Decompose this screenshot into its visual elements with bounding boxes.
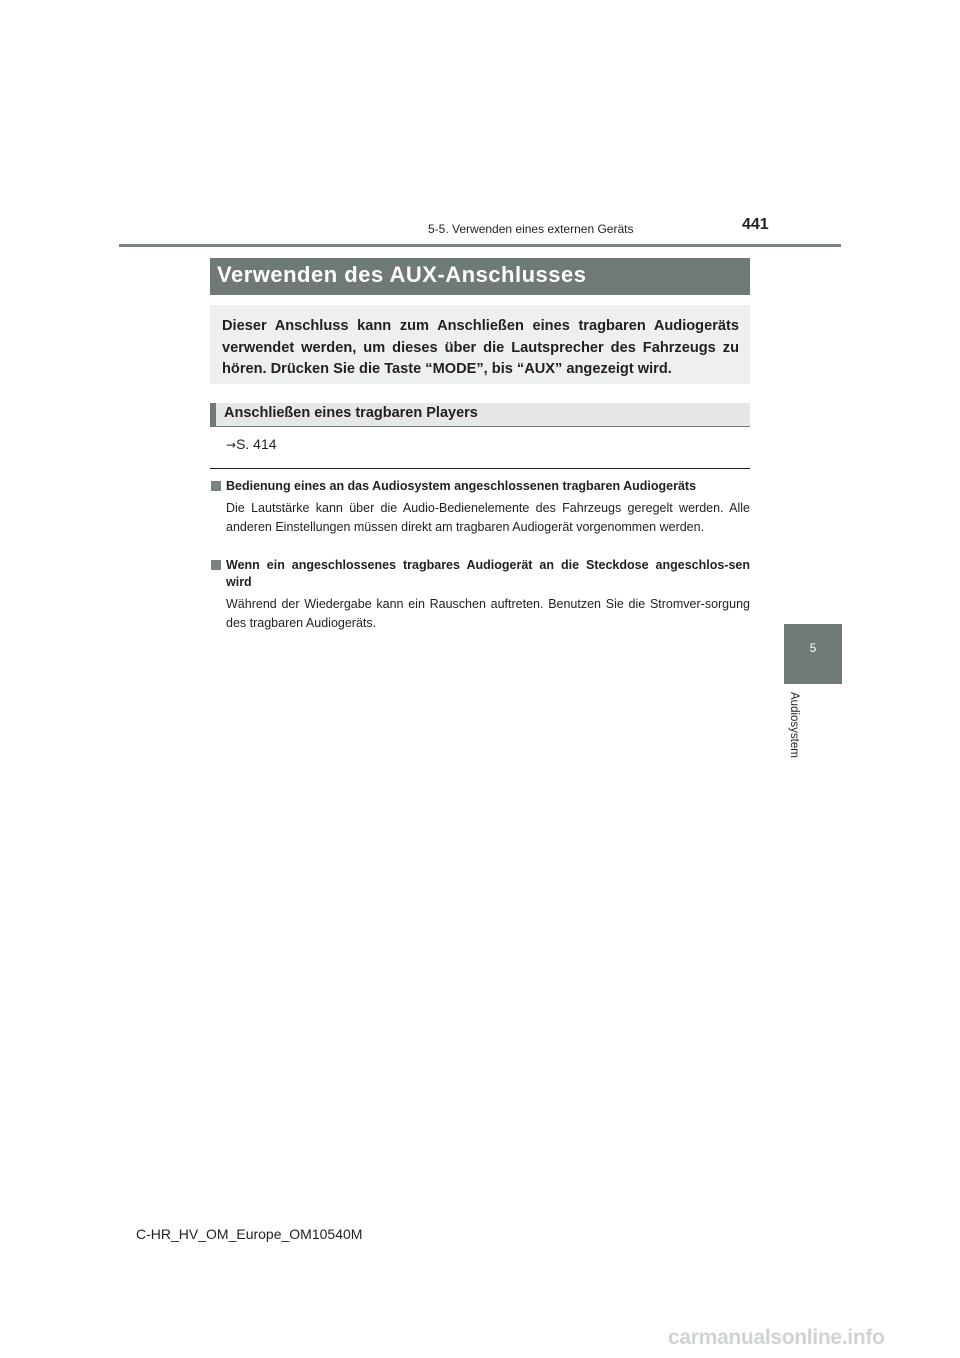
note-body: Die Lautstärke kann über die Audio-Bedienelemente des Fahrzeugs geregelt werden. Alle anderen Einstellungen müssen direkt am tragbaren Audiogerät vorgenommen werden. [226,501,750,534]
arrow-icon: → [226,438,237,452]
intro-box: Dieser Anschluss kann zum Anschließen eines tragbaren Audiogeräts verwendet werden, um dieses über die Lautsprecher des Fahrzeugs zu hören. Drücken Sie die Taste “MODE”, bis “AUX” angezeigt wird. [210,305,750,384]
note-block [210,557,750,633]
header-divider [119,244,841,247]
square-bullet-icon [211,560,221,570]
note-title-text: Wenn ein angeschlossenes tragbares Audiogerät an die Steckdose angeschlos-sen wird [226,558,750,589]
page-reference [226,436,277,452]
notes-divider [210,468,750,469]
note-title-text: Bedienung eines an das Audiosystem angeschlossenen tragbaren Audiogeräts [226,479,697,493]
header-section-title: 5-5. Verwenden eines externen Geräts [428,222,634,236]
subheading: Anschließen eines tragbaren Players [210,403,750,427]
footer-document-id: C-HR_HV_OM_Europe_OM10540M [136,1226,363,1242]
section-title: Verwenden des AUX-Anschlusses [210,258,750,295]
page-reference-link[interactable]: S. 414 [236,436,277,452]
chapter-tab[interactable]: 5 [784,624,842,684]
note-block [210,478,750,537]
watermark: carmanualsonline.info [668,1326,885,1349]
chapter-label: Audiosystem [788,692,800,758]
page-number: 441 [742,216,769,233]
note-title [210,557,750,591]
note-title [210,478,750,495]
note-body: Während der Wiedergabe kann ein Rauschen auftreten. Benutzen Sie die Stromver-sorgung des tragbaren Audiogeräts. [226,597,750,630]
square-bullet-icon [211,481,221,491]
